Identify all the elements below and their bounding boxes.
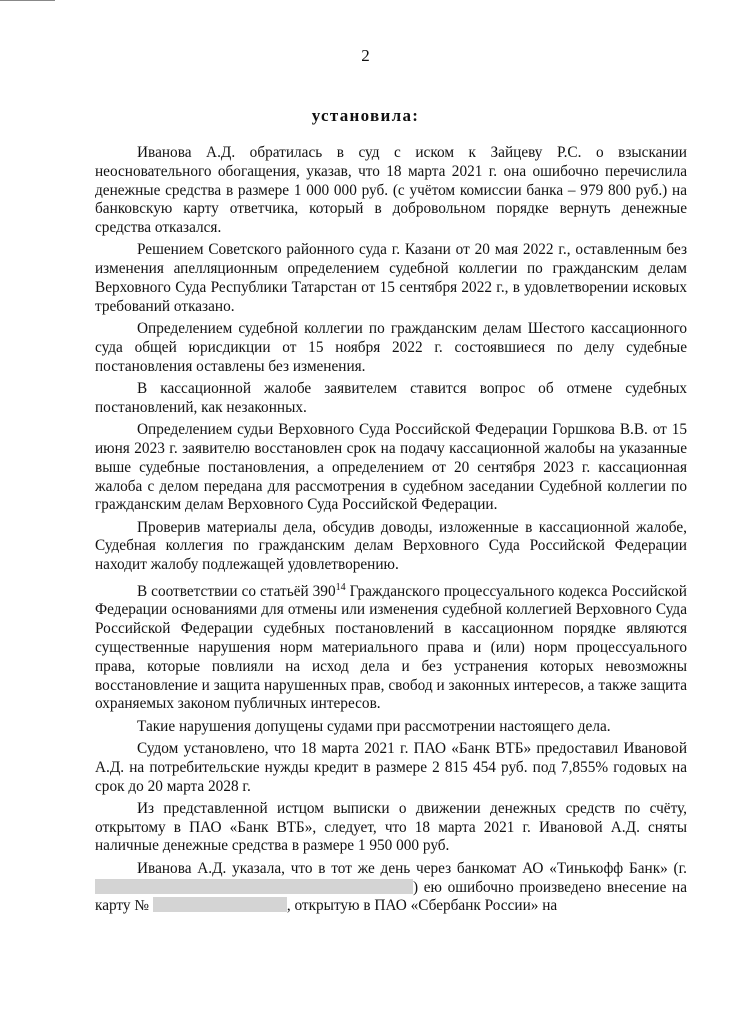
paragraph-11-part-1: Иванова А.Д. указала, что в тот же день через банкомат АО «Тинькофф Банк» (г.: [137, 859, 687, 877]
redacted-address: [95, 879, 413, 894]
paragraph-6: Проверив материалы дела, обсудив доводы, изложенные в кассационной жалобе, Судебная коллегия по гражданским делам Верховного Суда Российской Федерации находит жалобу подлежащей удовлетворению.: [95, 518, 687, 574]
redacted-card-number: [153, 897, 287, 912]
scan-edge-mark: [0, 0, 55, 6]
paragraph-4: В кассационной жалобе заявителем ставится вопрос об отмене судебных постановлений, как незаконных.: [95, 380, 687, 416]
paragraph-11: [95, 860, 687, 916]
paragraph-10: Из представленной истцом выписки о движении денежных средств по счёту, открытому в ПАО «Банк ВТБ», следует, что 18 марта 2021 г. Ивановой А.Д. сняты наличные денежные средства в размере 1 950 000 руб.: [95, 799, 687, 855]
paragraph-2: Решением Советского районного суда г. Казани от 20 мая 2022 г., оставленным без изменения апелляционным определением судебной коллегии по гражданским делам Верховного Суда Республики Татарстан от 15 сентября 2022 г., в удовлетворении исковых требований отказано.: [95, 241, 687, 315]
paragraph-11-part-2: ) ею ошибочно произведено внесение на карту №: [95, 878, 687, 915]
section-heading: установила:: [311, 106, 420, 125]
paragraph-8: Такие нарушения допущены судами при рассмотрении настоящего дела.: [137, 717, 611, 735]
paragraph-7-end: Гражданского процессуального кодекса Российской Федерации основаниями для отмены или изменения судебной коллегией Верховного Суда Российской Федерации судебных постановлений в кассационном порядке являются существенные нарушения норм материального права и (или) норм процессуального права, которые повлияли на исход дела и без устранения которых невозможны восстановление и защита нарушенных прав, свобод и законных интересов, а также защита охраняемых законом публичных интересов.: [95, 582, 687, 713]
document-body: [95, 144, 687, 920]
paragraph-7-start: В соответствии со статьёй 390: [137, 582, 336, 600]
article-superscript: 14: [335, 581, 346, 593]
paragraph-11-part-3: , открытую в ПАО «Сбербанк России» на: [286, 897, 558, 915]
paragraph-5: Определением судьи Верховного Суда Российской Федерации Горшкова В.В. от 15 июня 2023 г. заявителю восстановлен срок на подачу кассационной жалобы на указанные выше судебные постановления, а определением от 20 сентября 2023 г. кассационная жалоба с делом передана для рассмотрения в судебном заседании Судебной коллегии по гражданским делам Верховного Суда Российской Федерации.: [95, 421, 687, 514]
page-number: 2: [361, 46, 370, 65]
paragraph-9: Судом установлено, что 18 марта 2021 г. ПАО «Банк ВТБ» предоставил Ивановой А.Д. на потребительские нужды кредит в размере 2 815 454 руб. под 7,855% годовых на срок до 20 марта 2028 г.: [95, 740, 687, 795]
paragraph-7: [95, 579, 687, 715]
paragraph-1: Иванова А.Д. обратилась в суд с иском к Зайцеву Р.С. о взыскании неосновательного обогащения, указав, что 18 марта 2021 г. она ошибочно перечислила денежные средства в размере 1 000 000 руб. (с учётом комиссии банка – 979 800 руб.) на банковскую карту ответчика, который в добровольном порядке вернуть денежные средства отказался.: [95, 144, 687, 237]
paragraph-3: Определением судебной коллегии по гражданским делам Шестого кассационного суда общей юрисдикции от 15 ноября 2022 г. состоявшиеся по делу судебные постановления оставлены без изменения.: [95, 320, 687, 375]
